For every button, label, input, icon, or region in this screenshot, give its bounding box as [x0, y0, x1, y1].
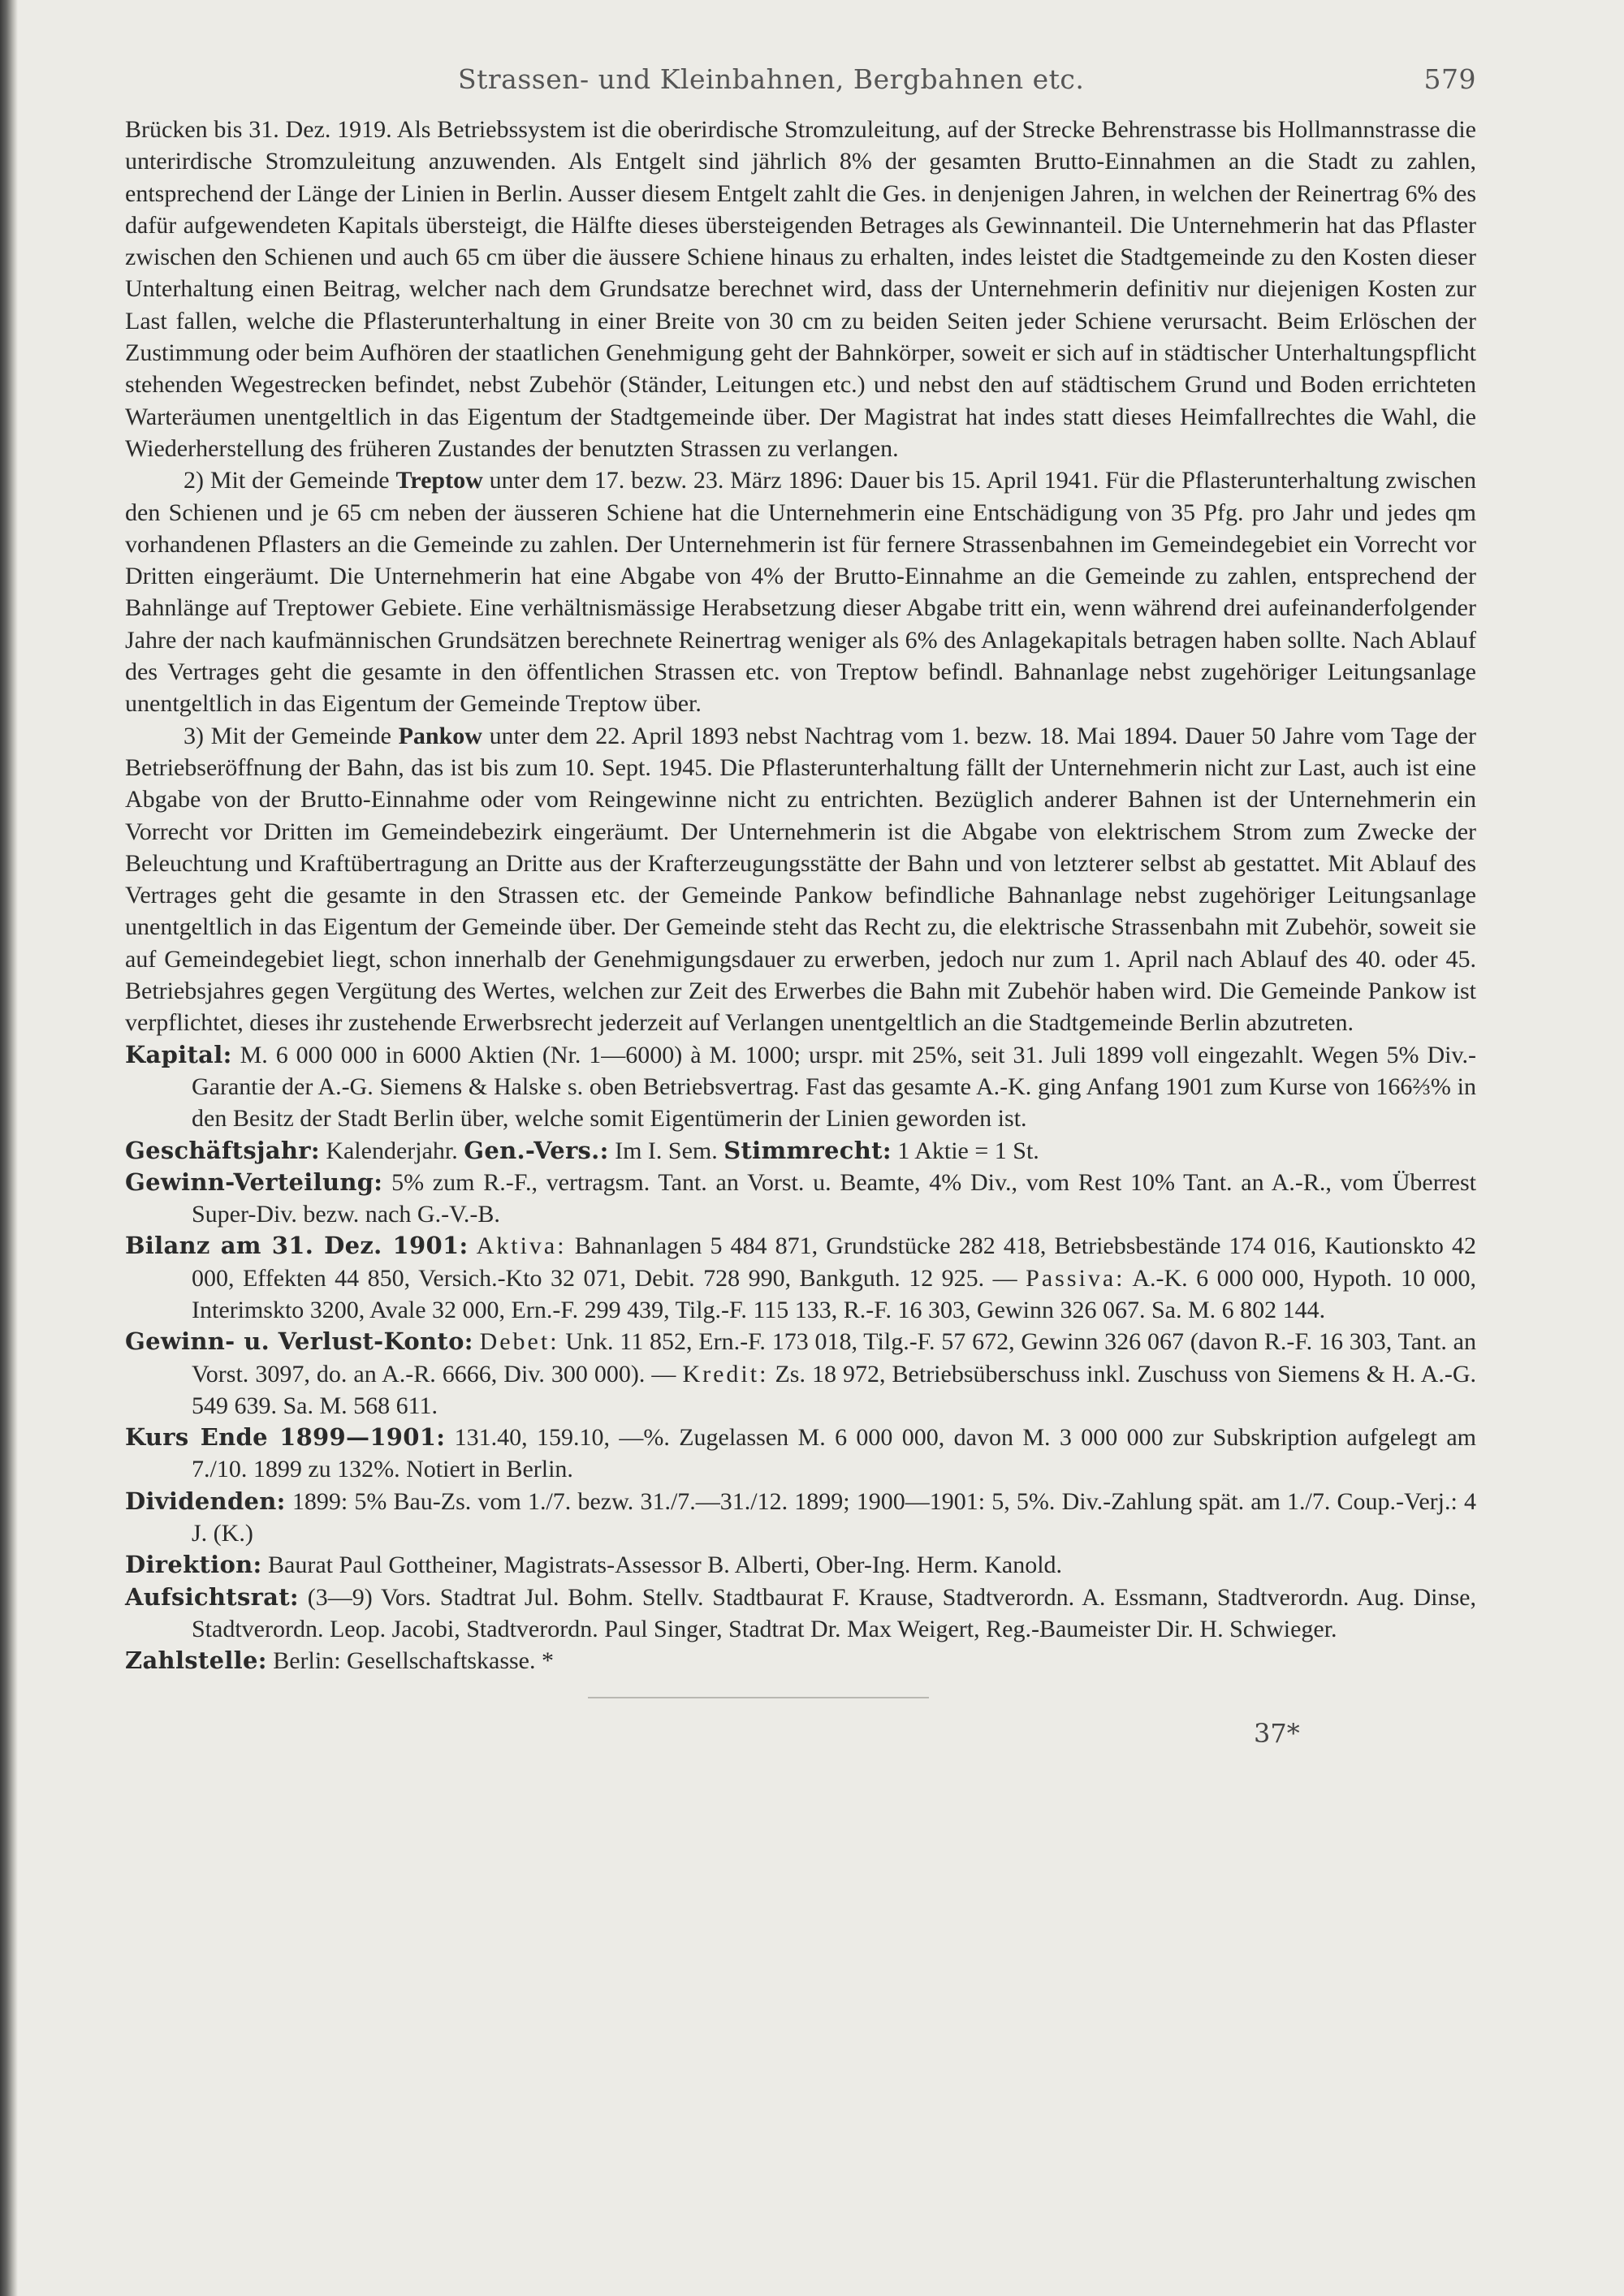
- entry-gewinn-verteilung: [125, 1167, 1476, 1231]
- paragraph-lead: 2) Mit der Gemeinde: [184, 467, 390, 494]
- paragraph-pankow-contract: [125, 720, 1476, 1039]
- entry-label-gen-vers: Gen.-Vers.:: [464, 1136, 609, 1164]
- document-page: [125, 49, 1476, 1780]
- paragraph-treptow-contract: [125, 464, 1476, 719]
- entry-label: Kurs Ende 1899—1901:: [125, 1423, 446, 1452]
- entry-label: Gewinn- u. Verlust-Konto:: [125, 1327, 473, 1356]
- entry-geschaeftsjahr: [125, 1135, 1476, 1167]
- page-footer: [125, 1682, 1476, 1780]
- entry-kapital: [125, 1039, 1476, 1135]
- place-name-treptow: Treptow: [395, 467, 483, 494]
- page-number: 579: [1423, 63, 1476, 95]
- passiva-label: Passiva:: [1026, 1264, 1125, 1292]
- paragraph-text: unter dem 17. bezw. 23. März 1896: Dauer bis 15. April 1941. Für die Pflasterunterhaltung zwischen den Schienen und je 65 cm neben der äusseren Schiene hat die Unternehmerin eine Entschädigung von 35 Pfg. pro Jahr und jedes qm vorhandenen Pflasters an die Gemeinde zu zahlen. Der Unternehmerin ist für fernere Strassenbahnen im Gemeindegebiet ein Vorrecht vor Dritten eingeräumt. Die Unternehmerin hat eine Abgabe von 4% der Brutto-Einnahme an die Gemeinde zu zahlen, entsprechend der Bahnlänge auf Treptower Gebiete. Eine verhältnismässige Herabsetzung dieser Abgabe tritt ein, wenn während drei aufeinanderfolgender Jahre der nach kaufmännischen Grundsätzen berechnete Reinertrag weniger als 6% des Anlagekapitals betragen haben sollte. Nach Ablauf des Vertrages geht die gesamte in den öffentlichen Strassen etc. von Treptow befindl. Bahnanlage nebst zugehöriger Leitungsanlage unentgeltlich in das Eigentum der Gemeinde Treptow über.: [125, 467, 1477, 718]
- paragraph-text: Brücken bis 31. Dez. 1919. Als Betriebssystem ist die oberirdische Stromzuleitung, auf der Strecke Behrenstrasse bis Hollmannstrasse die unterirdische Stromzuleitung anzuwenden. Als Entgelt sind jährlich 8% der gesamten Brutto-Einnahmen an die Stadt zu zahlen, entsprechend der Länge der Linien in Berlin. Ausser diesem Entgelt zahlt die Ges. in denjenigen Jahren, in welchen der Reinertrag 6% des dafür aufgewendeten Kapitals übersteigt, die Hälfte dieses übersteigenden Betrages als Gewinnanteil. Die Unternehmerin hat das Pflaster zwischen den Schienen und auch 65 cm über die äussere Schiene hinaus zu erhalten, indes leistet die Stadtgemeinde zu den Kosten dieser Unterhaltung einen Beitrag, welcher nach dem Grundsatze berechnet wird, dass der Unternehmerin definitiv nur diejenigen Kosten zur Last fallen, welche die Pflasterunterhaltung in einer Breite von 30 cm zu beiden Seiten jeder Schiene verursacht. Beim Erlöschen der Zustimmung oder beim Aufhören der staatlichen Genehmigung geht der Bahnkörper, soweit er sich auf in städtischer Unterhaltungspflicht stehenden Wegestrecken befindet, nebst Zubehör (Ständer, Leitungen etc.) und nebst den auf städtischem Grund und Boden errichteten Warteräumen unentgeltlich in das Eigentum der Stadtgemeinde über. Der Magistrat hat indes statt dieses Heimfallrechtes die Wahl, die Wiederherstellung des früheren Zustandes der benutzten Strassen zu verlangen.: [125, 116, 1476, 462]
- entry-kurs: [125, 1422, 1476, 1486]
- kredit-text: Zs. 18 972, Betriebsüberschuss inkl. Zuschuss von Siemens & H. A.-G. 549 639. Sa. M. 568 611.: [192, 1360, 1477, 1419]
- entry-label: Kapital:: [125, 1040, 232, 1068]
- entry-aufsichtsrat: [125, 1582, 1476, 1646]
- page-binding-edge: [0, 0, 18, 2296]
- entry-text: 131.40, 159.10, —%. Zugelassen M. 6 000 000, davon M. 3 000 000 zur Subskription aufgelegt am 7./10. 1899 zu 132%. Notiert in Berlin.: [192, 1424, 1477, 1483]
- document-body: [125, 114, 1476, 1677]
- entry-label: Zahlstelle:: [125, 1646, 267, 1675]
- entry-text: M. 6 000 000 in 6000 Aktien (Nr. 1—6000) à M. 1000; urspr. mit 25%, seit 31. Juli 1899 voll eingezahlt. Wegen 5% Div.-Garantie der A.-G. Siemens & Halske s. oben Betriebsvertrag. Fast das gesamte A.-K. ging Anfang 1901 zum Kurse von 166⅔% in den Besitz der Stadt Berlin über, welche somit Eigentümerin der Linien geworden ist.: [192, 1041, 1477, 1133]
- page-header: [125, 49, 1476, 114]
- entry-zahlstelle: [125, 1645, 1476, 1677]
- entry-label: Dividenden:: [125, 1487, 286, 1515]
- debet-label: Debet:: [479, 1328, 559, 1356]
- debet-text: Unk. 11 852, Ern.-F. 173 018, Tilg.-F. 57 672, Gewinn 326 067 (davon R.-F. 16 303, Tant. an Vorst. 3097, do. an A.-R. 6666, Div. 300 000). —: [192, 1328, 1476, 1388]
- entry-text: 5% zum R.-F., vertragsm. Tant. an Vorst. u. Beamte, 4% Div., vom Rest 10% Tant. an A.-R., vom Überrest Super-Div. bezw. nach G.-V.-B.: [192, 1168, 1477, 1228]
- entry-label: Bilanz am 31. Dez. 1901:: [125, 1232, 469, 1260]
- entry-label: Direktion:: [125, 1551, 262, 1579]
- entry-direktion: [125, 1549, 1476, 1581]
- running-title: Strassen- und Kleinbahnen, Bergbahnen etc.: [458, 63, 1085, 95]
- entry-dividenden: [125, 1486, 1476, 1550]
- paragraph-lead: 3) Mit der Gemeinde: [184, 722, 391, 749]
- signature-mark: 37*: [1254, 1717, 1300, 1749]
- entry-text: Kalenderjahr.: [326, 1137, 458, 1164]
- entry-text: Baurat Paul Gottheiner, Magistrats-Assessor B. Alberti, Ober-Ing. Herm. Kanold.: [268, 1552, 1063, 1579]
- passiva-text: A.-K. 6 000 000, Hypoth. 10 000, Interimskto 3200, Avale 32 000, Ern.-F. 299 439, Tilg.-F. 115 133, R.-F. 16 303, Gewinn 326 067. Sa. M. 6 802 144.: [192, 1264, 1476, 1323]
- end-rule: [588, 1697, 929, 1698]
- entry-text-gen-vers: Im I. Sem.: [615, 1137, 718, 1164]
- entry-text-stimmrecht: 1 Aktie = 1 St.: [897, 1137, 1039, 1164]
- entry-label: Aufsichtsrat:: [125, 1582, 299, 1611]
- aktiva-text: Bahnanlagen 5 484 871, Grundstücke 282 418, Betriebsbestände 174 016, Kautionskto 42 000, Effekten 44 850, Versich.-Kto 32 071, Debit. 728 990, Bankguth. 12 925. —: [192, 1232, 1477, 1292]
- entry-text: Berlin: Gesellschaftskasse. *: [273, 1647, 554, 1675]
- entry-gewinn-verlust-konto: [125, 1326, 1476, 1422]
- kredit-label: Kredit:: [682, 1360, 769, 1388]
- entry-label-stimmrecht: Stimmrecht:: [723, 1136, 892, 1164]
- paragraph-text: unter dem 22. April 1893 nebst Nachtrag vom 1. bezw. 18. Mai 1894. Dauer 50 Jahre vom Tage der Betriebseröffnung der Bahn, das ist bis zum 10. Sept. 1945. Die Pflasterunterhaltung fällt der Unternehmerin nicht zur Last, auch ist eine Abgabe von der Brutto-Einnahme oder vom Reingewinne nicht zu entrichten. Bezüglich anderer Bahnen ist der Unternehmerin ein Vorrecht vor Dritten im Gemeindebezirk eingeräumt. Der Unternehmerin ist die Abgabe von elektrischem Strom zum Zwecke der Beleuchtung und Kraftübertragung an Dritte aus der Krafterzeugungsstätte der Bahn und von letzterer selbst ab gestattet. Mit Ablauf des Vertrages geht die gesamte in den Strassen etc. der Gemeinde Pankow befindliche Bahnanlage nebst zugehöriger Leitungsanlage unentgeltlich in das Eigentum der Gemeinde über. Der Gemeinde steht das Recht zu, die elektrische Strassenbahn mit Zubehör, soweit sie auf Gemeindegebiet liegt, schon innerhalb der Genehmigungsdauer zu erwerben, jedoch nur zum 1. April nach Ablauf des 40. oder 45. Betriebsjahres gegen Vergütung des Wertes, welchen zur Zeit des Erwerbes die Bahn mit Zubehör haben wird. Die Gemeinde Pankow ist verpflichtet, dieses ihr zustehende Erwerbsrecht jederzeit auf Verlangen unentgeltlich an die Stadtgemeinde Berlin abzutreten.: [125, 722, 1476, 1037]
- aktiva-label: Aktiva:: [476, 1232, 567, 1260]
- paragraph-berlin-contract: [125, 114, 1476, 464]
- entry-text: 1899: 5% Bau-Zs. vom 1./7. bezw. 31./7.—31./12. 1899; 1900—1901: 5, 5%. Div.-Zahlung spät. am 1./7. Coup.-Verj.: 4 J. (K.): [192, 1487, 1477, 1547]
- entry-label: Geschäftsjahr:: [125, 1136, 320, 1164]
- entry-bilanz: [125, 1230, 1476, 1326]
- entry-label: Gewinn-Verteilung:: [125, 1167, 383, 1196]
- place-name-pankow: Pankow: [398, 722, 482, 749]
- entry-text: (3—9) Vors. Stadtrat Jul. Bohm. Stellv. Stadtbaurat F. Krause, Stadtverordn. A. Essmann, Stadtverordn. Aug. Dinse, Stadtverordn. Leop. Jacobi, Stadtverordn. Paul Singer, Stadtrat Dr. Max Weigert, Reg.-Baumeister Dir. H. Schwieger.: [192, 1583, 1477, 1642]
